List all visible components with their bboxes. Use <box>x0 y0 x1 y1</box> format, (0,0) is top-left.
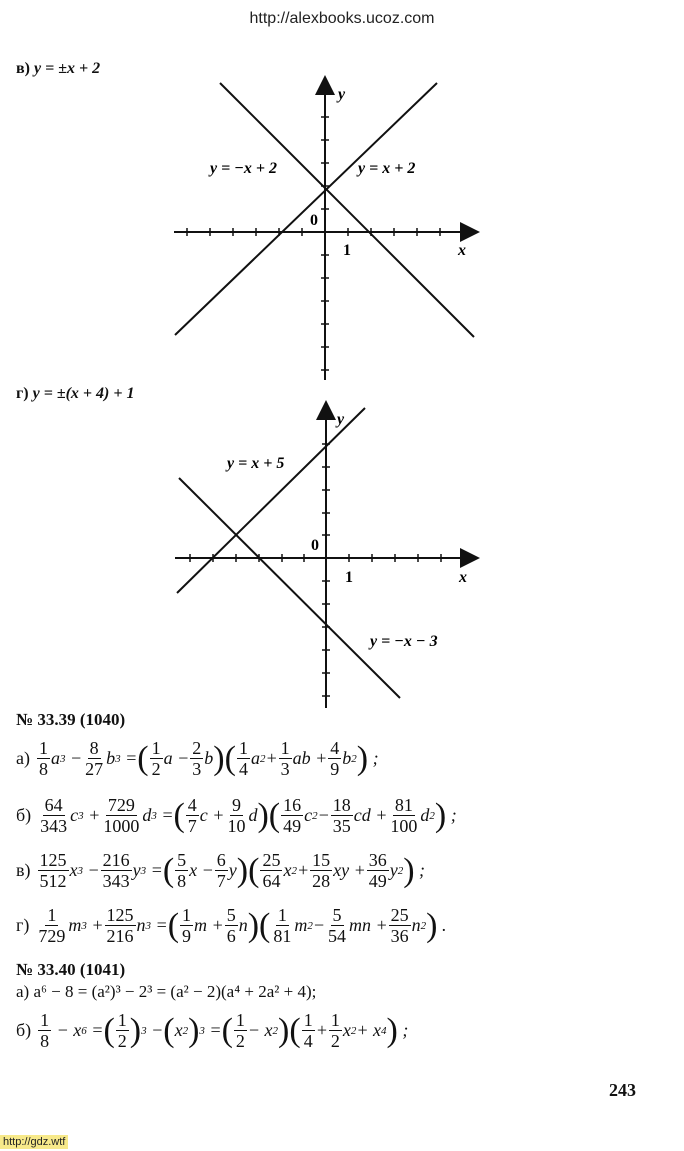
item-label: а) <box>16 748 30 768</box>
page-number: 243 <box>609 1080 636 1100</box>
item-label: в) <box>16 860 31 880</box>
equation-3339-g: г) $\frac{1}{729}$ m 3 + $\frac{125}{216}$ n 3 = ( $\frac{1}{9}$ m + $\frac{5}{6}$ n ) ( $\frac{1}{81}$ m 2 − $\frac{5}{54}$ mn + $\frac{25}{36}$ n 2 ) . <box>16 905 447 946</box>
line-right-label: y = x + 2 <box>358 160 416 177</box>
axis-ticks <box>190 444 441 696</box>
graph-g <box>165 398 485 713</box>
part-v-formula: y = ±x + 2 <box>33 60 101 77</box>
line-down-label: y = −x − 3 <box>370 633 438 650</box>
line-y-x-plus-5 <box>177 408 365 593</box>
header-url: http://alexbooks.ucoz.com <box>249 10 435 27</box>
equation-3340-b: б) $\frac{1}{8}$ − x 6 = ( $\frac{1}{2}$ ) 3 − ( x 2 ) 3 = ( $\frac{1}{2}$ − x 2 ) ( $\frac{1}{4}$ + $\frac{1}{2}$ x 2 + x 4 ) ; <box>16 1010 409 1051</box>
unit-label: 1 <box>345 569 353 586</box>
graph-v <box>160 75 490 390</box>
x-axis-label: x <box>459 569 467 586</box>
problem-3340-heading: № 33.40 (1041) <box>16 960 126 979</box>
equation-3340-a: а) a⁶ − 8 = (a²)³ − 2³ = (a² − 2)(a⁴ + 2a² + 4); <box>16 982 317 1001</box>
line-left-label: y = −x + 2 <box>210 160 278 177</box>
line-y-minus-x-minus-3 <box>179 478 400 698</box>
problem-3339-heading: № 33.39 (1040) <box>16 710 126 729</box>
part-v-label: в) <box>16 60 30 77</box>
line-y-minus-x-plus-2 <box>220 83 474 337</box>
item-label: б) <box>16 1020 32 1040</box>
part-g-label: г) <box>16 385 29 402</box>
unit-label: 1 <box>343 242 351 259</box>
footer-url[interactable]: http://gdz.wtf <box>0 1135 68 1149</box>
part-g-formula: y = ±(x + 4) + 1 <box>32 385 135 402</box>
origin-label: 0 <box>311 537 319 554</box>
equation-3339-b: б) $\frac{64}{343}$ c 3 + $\frac{729}{1000}$ d 3 = ( $\frac{4}{7}$ c + $\frac{9}{10}$ d ) ( $\frac{16}{49}$ c 2 − $\frac{18}{35}$ cd + $\frac{81}{100}$ d 2 ) ; <box>16 795 457 836</box>
part-g-heading <box>16 385 134 403</box>
line-up-label: y = x + 5 <box>227 455 285 472</box>
y-axis-label: y <box>337 411 345 428</box>
origin-label: 0 <box>310 212 318 229</box>
line-y-x-plus-2 <box>175 83 437 335</box>
item-label: г) <box>16 915 30 935</box>
part-v-heading <box>16 60 100 78</box>
x-axis-label: x <box>458 242 466 259</box>
equation-3339-a: а) $\frac{1}{8}$ a 3 − $\frac{8}{27}$ b 3 = ( $\frac{1}{2}$ a − $\frac{2}{3}$ b ) ( $\frac{1}{4}$ a 2 + $\frac{1}{3}$ ab + $\frac{4}{9}$ b 2 ) ; <box>16 738 379 779</box>
y-axis-label: y <box>338 86 346 103</box>
equation-3339-v: в) $\frac{125}{512}$ x 3 − $\frac{216}{343}$ y 3 = ( $\frac{5}{8}$ x − $\frac{6}{7}$ y ) ( $\frac{25}{64}$ x 2 + $\frac{15}{28}$ xy + $\frac{36}{49}$ y 2 ) ; <box>16 850 426 891</box>
item-label: б) <box>16 805 32 825</box>
axis-ticks <box>187 117 440 370</box>
